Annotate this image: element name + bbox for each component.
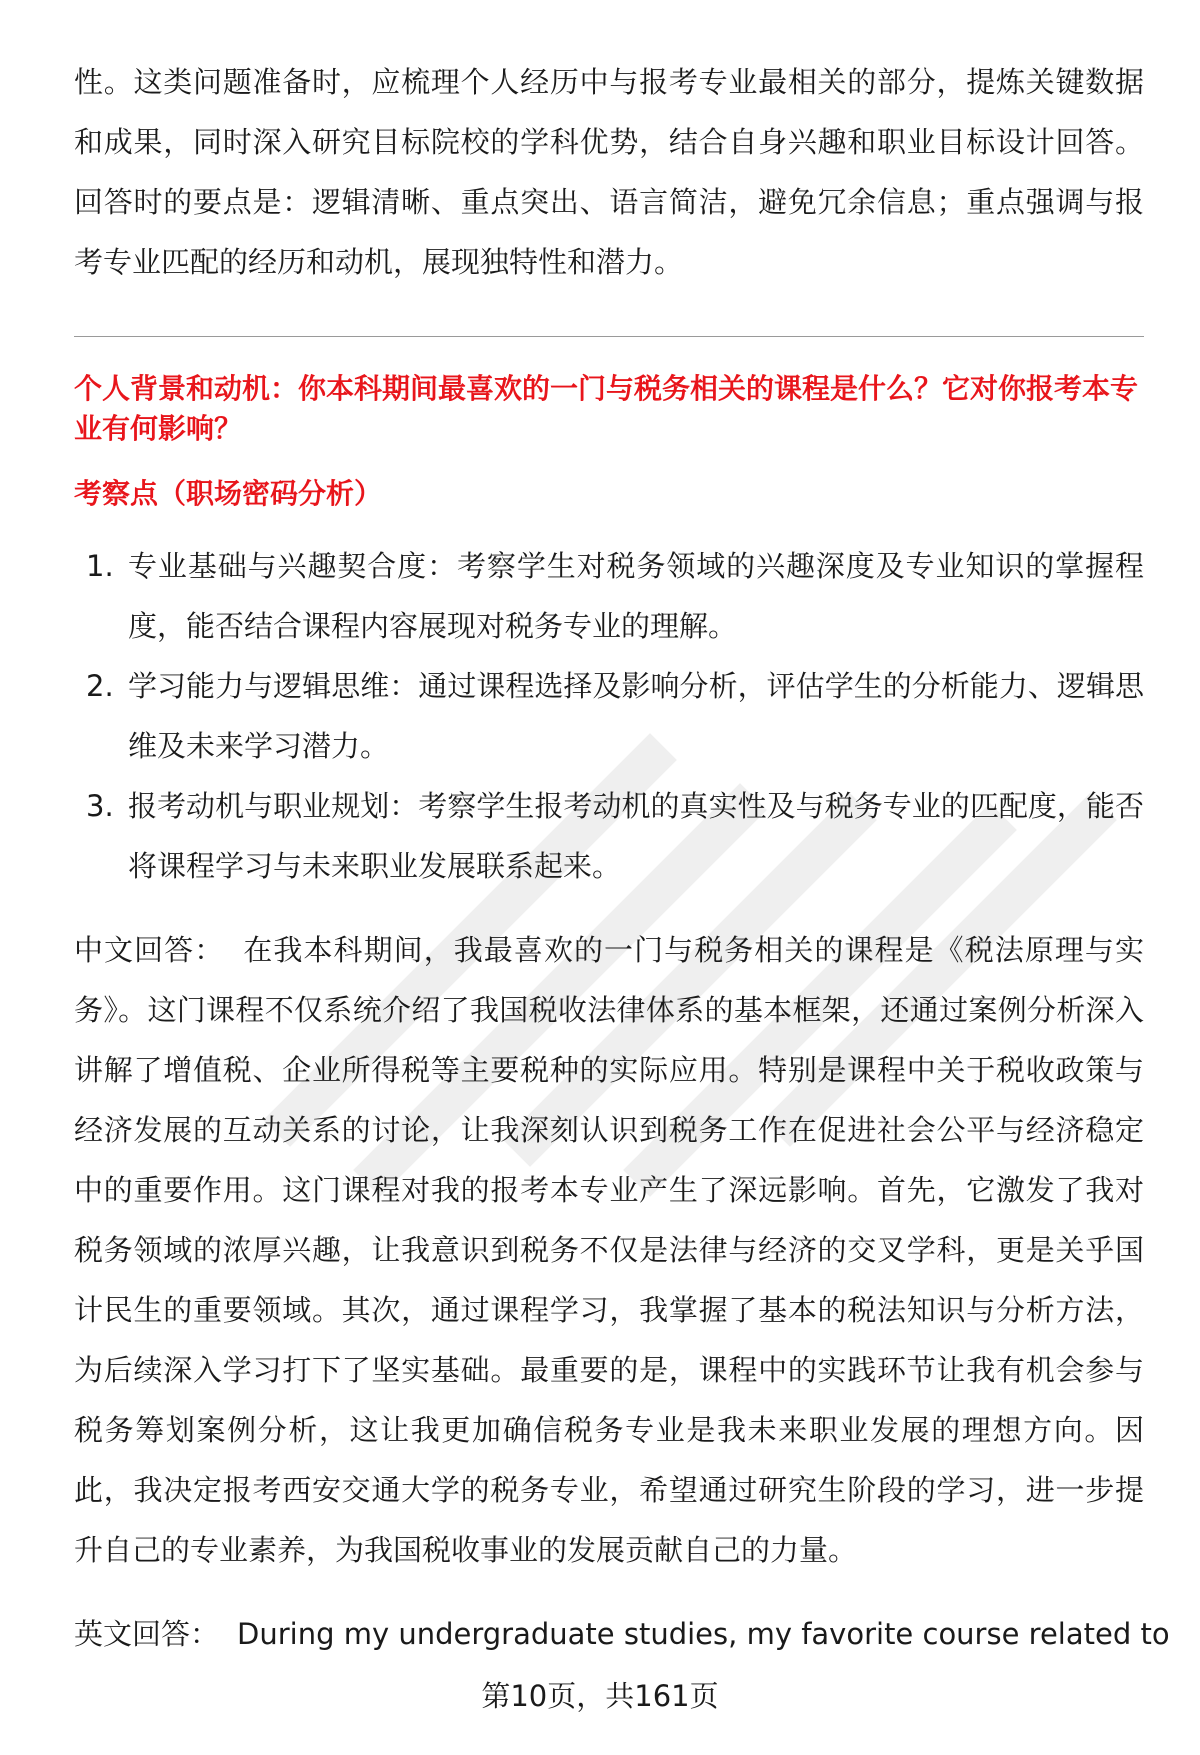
list-item-number: 2. (86, 669, 114, 703)
list-item-number: 1. (86, 549, 114, 583)
chinese-answer (74, 920, 1144, 1580)
list-item-text: 专业基础与兴趣契合度：考察学生对税务领域的兴趣深度及专业知识的掌握程度，能否结合课程内容展现对税务专业的理解。 (128, 549, 1144, 643)
list-item-text: 报考动机与职业规划：考察学生报考动机的真实性及与税务专业的匹配度，能否将课程学习与未来职业发展联系起来。 (128, 789, 1144, 883)
chinese-answer-label: 中文回答： (74, 933, 225, 967)
list-item-text: 学习能力与逻辑思维：通过课程选择及影响分析，评估学生的分析能力、逻辑思维及未来学习潜力。 (128, 669, 1144, 763)
page-number-footer: 第10页，共161页 (481, 1679, 719, 1713)
page-content (74, 52, 1170, 1664)
section-divider (74, 336, 1144, 337)
english-answer-text: During my undergraduate studies, my favorite course related to (237, 1617, 1170, 1651)
intro-paragraph: 性。这类问题准备时，应梳理个人经历中与报考专业最相关的部分，提炼关键数据和成果，同时深入研究目标院校的学科优势，结合自身兴趣和职业目标设计回答。回答时的要点是：逻辑清晰、重点突出、语言简洁，避免冗余信息；重点强调与报考专业匹配的经历和动机，展现独特性和潜力。 (74, 65, 1144, 279)
chinese-answer-text: 在我本科期间，我最喜欢的一门与税务相关的课程是《税法原理与实务》。这门课程不仅系统介绍了我国税收法律体系的基本框架，还通过案例分析深入讲解了增值税、企业所得税等主要税种的实际应用。特别是课程中关于税收政策与经济发展的互动关系的讨论，让我深刻认识到税务工作在促进社会公平与经济稳定中的重要作用。这门课程对我的报考本专业产生了深远影响。首先，它激发了我对税务领域的浓厚兴趣，让我意识到税务不仅是法律与经济的交叉学科，更是关乎国计民生的重要领域。其次，通过课程学习，我掌握了基本的税法知识与分析方法，为后续深入学习打下了坚实基础。最重要的是，课程中的实践环节让我有机会参与税务筹划案例分析，这让我更加确信税务专业是我未来职业发展的理想方向。因此，我决定报考西安交通大学的税务专业，希望通过研究生阶段的学习，进一步提升自己的专业素养，为我国税收事业的发展贡献自己的力量。 (74, 933, 1144, 1567)
assessment-points-list (74, 536, 1144, 896)
english-answer-label: 英文回答： (74, 1617, 220, 1651)
list-item (74, 776, 1144, 896)
assessment-points-label: 考察点（职场密码分析） (74, 477, 383, 510)
list-item-number: 3. (86, 789, 114, 823)
list-item (74, 536, 1144, 656)
question-heading: 个人背景和动机：你本科期间最喜欢的一门与税务相关的课程是什么？它对你报考本专业有何影响？ (74, 372, 1139, 445)
english-answer (74, 1604, 1170, 1664)
list-item (74, 656, 1144, 776)
